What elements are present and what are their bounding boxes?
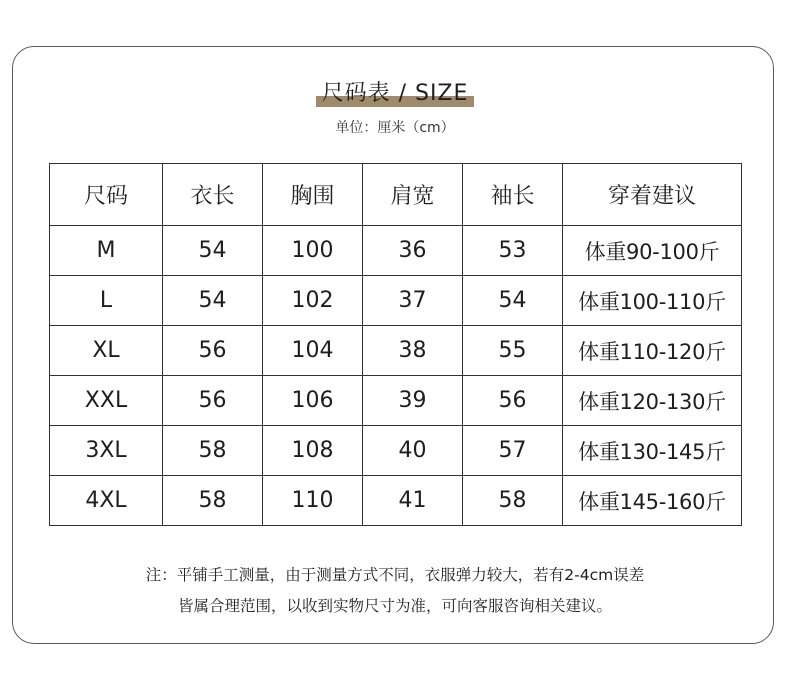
table-cell: 36 bbox=[363, 226, 463, 276]
table-cell: 54 bbox=[163, 226, 263, 276]
table-cell: 41 bbox=[363, 476, 463, 526]
table-cell: XL bbox=[50, 326, 163, 376]
table-cell: 体重90-100斤 bbox=[563, 226, 742, 276]
table-cell: 体重110-120斤 bbox=[563, 326, 742, 376]
table-cell: 56 bbox=[463, 376, 563, 426]
table-cell: 55 bbox=[463, 326, 563, 376]
note-line-1: 注：平铺手工测量，由于测量方式不同，衣服弹力较大，若有2-4cm误差 bbox=[145, 566, 645, 584]
table-cell: XXL bbox=[50, 376, 163, 426]
table-row bbox=[50, 476, 742, 526]
table-cell: 54 bbox=[163, 276, 263, 326]
table-header-row bbox=[50, 164, 742, 226]
table-cell: 4XL bbox=[50, 476, 163, 526]
table-cell: 53 bbox=[463, 226, 563, 276]
column-header-advice: 穿着建议 bbox=[563, 164, 742, 226]
table-cell: 110 bbox=[263, 476, 363, 526]
column-header-shoulder: 肩宽 bbox=[363, 164, 463, 226]
table-cell: 体重145-160斤 bbox=[563, 476, 742, 526]
table-cell: 57 bbox=[463, 426, 563, 476]
table-cell: 40 bbox=[363, 426, 463, 476]
title-area bbox=[0, 79, 790, 109]
table-cell: 56 bbox=[163, 326, 263, 376]
table-cell: 3XL bbox=[50, 426, 163, 476]
table-cell: 38 bbox=[363, 326, 463, 376]
table-cell: 39 bbox=[363, 376, 463, 426]
table-cell: 体重120-130斤 bbox=[563, 376, 742, 426]
table-cell: 102 bbox=[263, 276, 363, 326]
table-row bbox=[50, 226, 742, 276]
table-cell: L bbox=[50, 276, 163, 326]
measurement-note bbox=[0, 560, 790, 622]
table-cell: 108 bbox=[263, 426, 363, 476]
table-cell: 106 bbox=[263, 376, 363, 426]
table-cell: 56 bbox=[163, 376, 263, 426]
table-row bbox=[50, 326, 742, 376]
column-header-sleeve: 袖长 bbox=[463, 164, 563, 226]
table-cell: 104 bbox=[263, 326, 363, 376]
table-cell: 体重100-110斤 bbox=[563, 276, 742, 326]
column-header-chest: 胸围 bbox=[263, 164, 363, 226]
note-line-2: 皆属合理范围，以收到实物尺寸为准，可向客服咨询相关建议。 bbox=[177, 597, 612, 615]
size-chart-title bbox=[318, 79, 473, 109]
table-cell: M bbox=[50, 226, 163, 276]
table-cell: 37 bbox=[363, 276, 463, 326]
table-cell: 体重130-145斤 bbox=[563, 426, 742, 476]
table-row bbox=[50, 426, 742, 476]
size-table bbox=[49, 163, 742, 526]
table-cell: 100 bbox=[263, 226, 363, 276]
table-cell: 58 bbox=[163, 426, 263, 476]
table-cell: 54 bbox=[463, 276, 563, 326]
column-header-size: 尺码 bbox=[50, 164, 163, 226]
table-cell: 58 bbox=[463, 476, 563, 526]
column-header-length: 衣长 bbox=[163, 164, 263, 226]
title-text: 尺码表 / SIZE bbox=[321, 81, 469, 106]
table-cell: 58 bbox=[163, 476, 263, 526]
unit-label: 单位：厘米（cm） bbox=[335, 120, 455, 136]
table-row bbox=[50, 376, 742, 426]
table-row bbox=[50, 276, 742, 326]
